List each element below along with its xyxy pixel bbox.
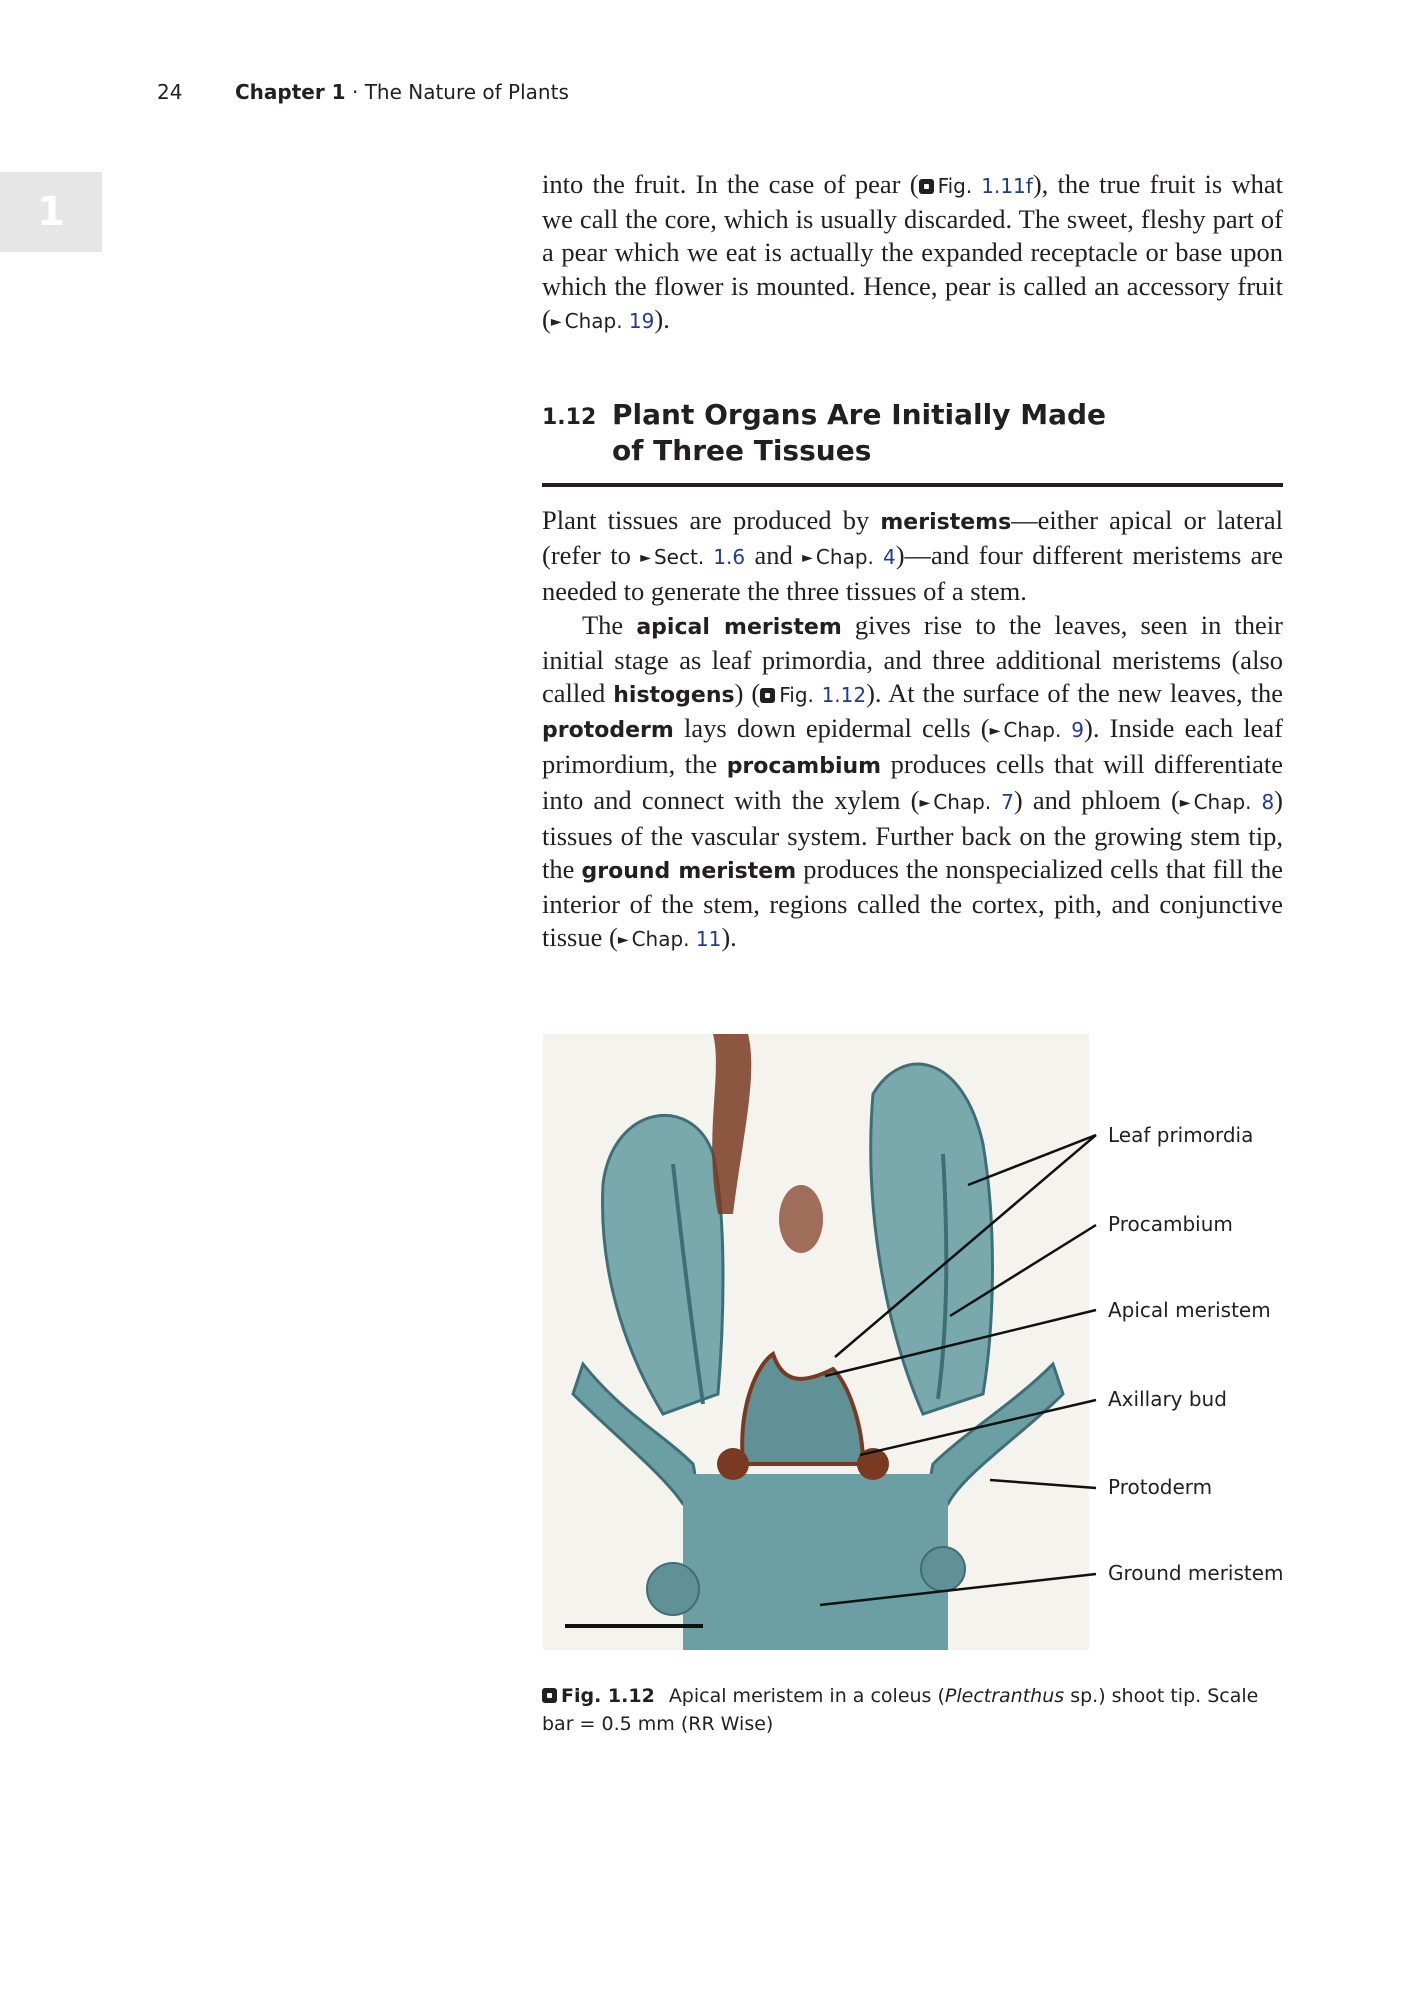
- intro-paragraph: into the fruit. In the case of pear ( Fig. 1.11f), the true fruit is what we call the core, which is usually discarded. The sweet, fleshy part of a pear which we eat is actually the expanded receptacle or base upon which the flower is mounted. Hence, pear is called an accessory fruit (► Chap. 19).: [542, 169, 1283, 334]
- figure-square-icon: [542, 1688, 557, 1703]
- intro-text-block: [542, 168, 1283, 339]
- axillary-bud-left: [717, 1448, 749, 1480]
- chapter-reference-link[interactable]: ► Chap. 7: [919, 789, 1014, 814]
- figure-square-icon: [760, 688, 775, 703]
- chapter-reference-link[interactable]: ► Chap. 11: [617, 927, 722, 952]
- running-head: [157, 80, 569, 104]
- label-protoderm: Protoderm: [1108, 1475, 1213, 1499]
- key-term: histogens: [613, 683, 735, 709]
- triangle-pointer-icon: ►: [1179, 794, 1191, 811]
- figure-caption: Fig. 1.12 Apical meristem in a coleus (Plectranthus sp.) shoot tip. Scale bar = 0.5 mm (RR Wise): [542, 1685, 1259, 1735]
- scale-bar: [565, 1624, 703, 1628]
- label-axillary-bud: Axillary bud: [1108, 1387, 1227, 1411]
- paragraph-2: The apical meristem gives rise to the leaves, seen in their initial stage as leaf primordia, and three additional meristems (also called histogens) ( Fig. 1.12). At the surface of the new leaves, the protoderm lays down epidermal cells (► Chap. 9). Inside each leaf primordium, the procambium produces cells that will differentiate into and connect with the xylem (► Chap. 7) and phloem (► Chap. 8) tissues of the vascular system. Further back on the growing stem tip, the ground meristem produces the nonspecialized cells that fill the interior of the stem, regions called the cortex, pith, and conjunctive tissue (► Chap. 11).: [542, 609, 1284, 953]
- key-term: meristems: [880, 510, 1012, 535]
- section-rule: [542, 483, 1283, 487]
- section-reference-link[interactable]: ► Sect. 1.6: [640, 545, 746, 570]
- node-right: [921, 1547, 965, 1591]
- chapter-label: Chapter 1: [235, 80, 346, 104]
- page-number: 24: [157, 80, 183, 104]
- figure-square-icon: [919, 179, 934, 194]
- axillary-bud-right: [857, 1448, 889, 1480]
- chapter-tab: 1: [0, 172, 102, 252]
- label-procambium: Procambium: [1108, 1212, 1233, 1236]
- species-name: Plectranthus: [944, 1685, 1065, 1707]
- triangle-pointer-icon: ►: [802, 550, 813, 567]
- label-apical-meristem: Apical meristem: [1108, 1298, 1271, 1322]
- triangle-pointer-icon: ►: [989, 723, 1001, 740]
- triangle-pointer-icon: ►: [640, 550, 651, 567]
- node-left: [647, 1563, 699, 1615]
- figure-reference-link[interactable]: Fig. 1.12: [760, 683, 866, 707]
- triangle-pointer-icon: ►: [550, 313, 562, 330]
- chapter-title: The Nature of Plants: [364, 80, 569, 104]
- caption-figure-id: Fig. 1.12: [561, 1685, 655, 1707]
- label-leaf-primordia: Leaf primordia: [1108, 1123, 1254, 1147]
- section-heading: [542, 397, 1283, 469]
- chapter-reference-link[interactable]: ► Chap. 8: [1179, 789, 1275, 814]
- running-head-separator: ·: [345, 80, 365, 104]
- key-term: apical meristem: [636, 614, 842, 640]
- label-ground-meristem: Ground meristem: [1108, 1561, 1284, 1585]
- triangle-pointer-icon: ►: [919, 794, 931, 811]
- chapter-reference-link[interactable]: ► Chap. 19: [550, 308, 655, 333]
- chapter-reference-link[interactable]: ► Chap. 4: [802, 545, 896, 570]
- paragraph-1: Plant tissues are produced by meristems—either apical or lateral (refer to ► Sect. 1.6 and ► Chap. 4)—and four different meristems are needed to generate the three tissues of a stem.: [542, 505, 1283, 607]
- stem-core: [683, 1474, 948, 1650]
- section-number: 1.12: [542, 405, 597, 430]
- key-term: procambium: [726, 754, 882, 780]
- body-text-block: [542, 504, 1283, 958]
- chapter-reference-link[interactable]: ► Chap. 9: [989, 718, 1084, 743]
- micrograph-image: [543, 1034, 1089, 1650]
- stain-blob: [779, 1185, 823, 1253]
- key-term: ground meristem: [581, 859, 797, 885]
- figure-reference-link[interactable]: Fig. 1.11f: [919, 174, 1033, 198]
- key-term: protoderm: [542, 718, 674, 744]
- section-title: Plant Organs Are Initially Made of Three Tissues: [612, 398, 1107, 467]
- triangle-pointer-icon: ►: [617, 932, 629, 949]
